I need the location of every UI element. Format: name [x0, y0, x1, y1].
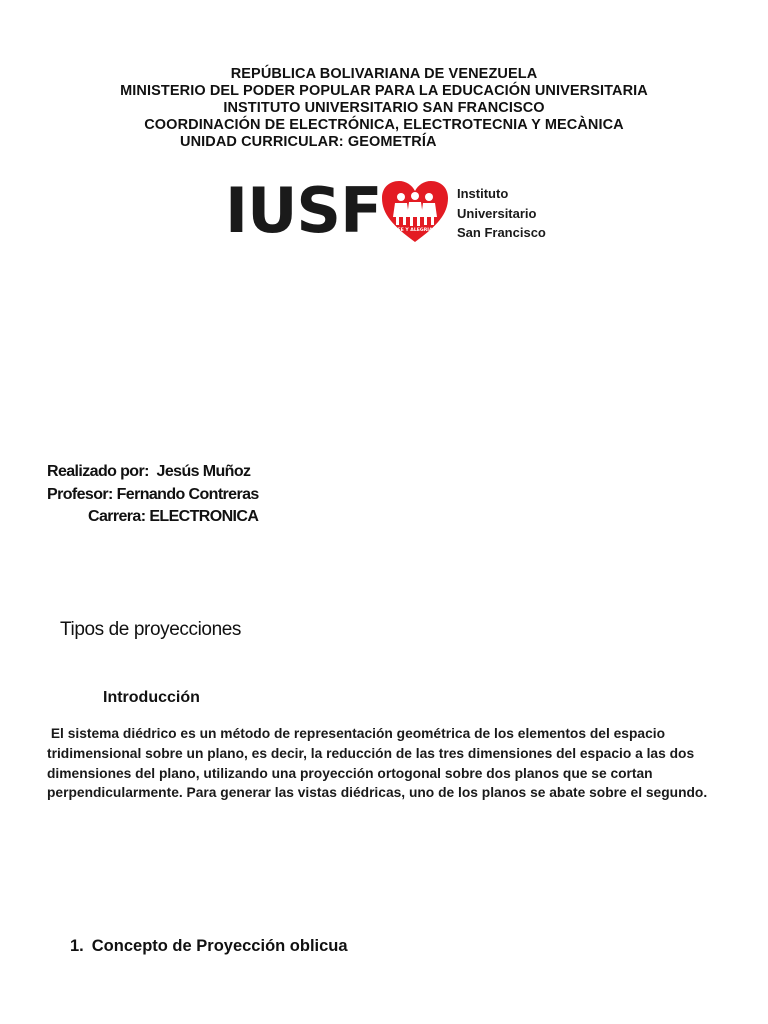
intro-paragraph-text: El sistema diédrico es un método de representación geométrica de los elementos del espacio tridimensional sobre un plano, es decir, la reducción de las tres dimensiones del espacio a las dos dimensiones del plano, utilizando una proyección ortogonal sobre dos planos que se cortan perpendicularmente. Para generar las vistas diédricas, uno de los planos se abate sobre el segundo. [47, 726, 708, 801]
author-label: Realizado por: [47, 463, 149, 480]
iusf-logo [225, 174, 555, 247]
logo-text-line: San Francisco [457, 225, 546, 240]
list-heading-text: Concepto de Proyección oblicua [91, 937, 348, 955]
document-title: Tipos de proyecciones [60, 619, 241, 640]
header-line-coordination: COORDINACIÓN DE ELECTRÓNICA, ELECTROTECNIA Y MECÀNICA [144, 117, 624, 133]
credit-career [88, 507, 258, 527]
logo-institution-name [457, 184, 546, 243]
professor-name: Fernando Contreras [116, 486, 259, 503]
heart-children-icon [381, 180, 449, 244]
credit-professor [47, 485, 259, 505]
logo-text-line: Universitario [457, 205, 537, 221]
career-label: Carrera: [88, 508, 146, 525]
logo-wordmark: IUSF [225, 174, 382, 247]
header-line-ministry: MINISTERIO DEL PODER POPULAR PARA LA EDUCACIÓN UNIVERSITARIA [120, 83, 648, 99]
intro-heading: Introducción [103, 689, 200, 706]
list-heading-oblique-projection [70, 937, 348, 956]
header-line-republic: REPÚBLICA BOLIVARIANA DE VENEZUELA [230, 66, 538, 82]
career-name: ELECTRONICA [149, 508, 259, 525]
list-number: 1. [70, 937, 84, 955]
credit-author [47, 462, 250, 482]
header-line-institute: INSTITUTO UNIVERSITARIO SAN FRANCISCO [223, 100, 545, 116]
logo-text-line: Instituto [457, 186, 509, 201]
header-line-curricular-unit: UNIDAD CURRICULAR: GEOMETRÍA [180, 134, 437, 150]
intro-paragraph [47, 724, 719, 803]
professor-label: Profesor: [47, 486, 113, 503]
author-name: Jesús Muñoz [156, 463, 251, 480]
heart-caption: FE Y ALEGRIA [397, 228, 433, 233]
